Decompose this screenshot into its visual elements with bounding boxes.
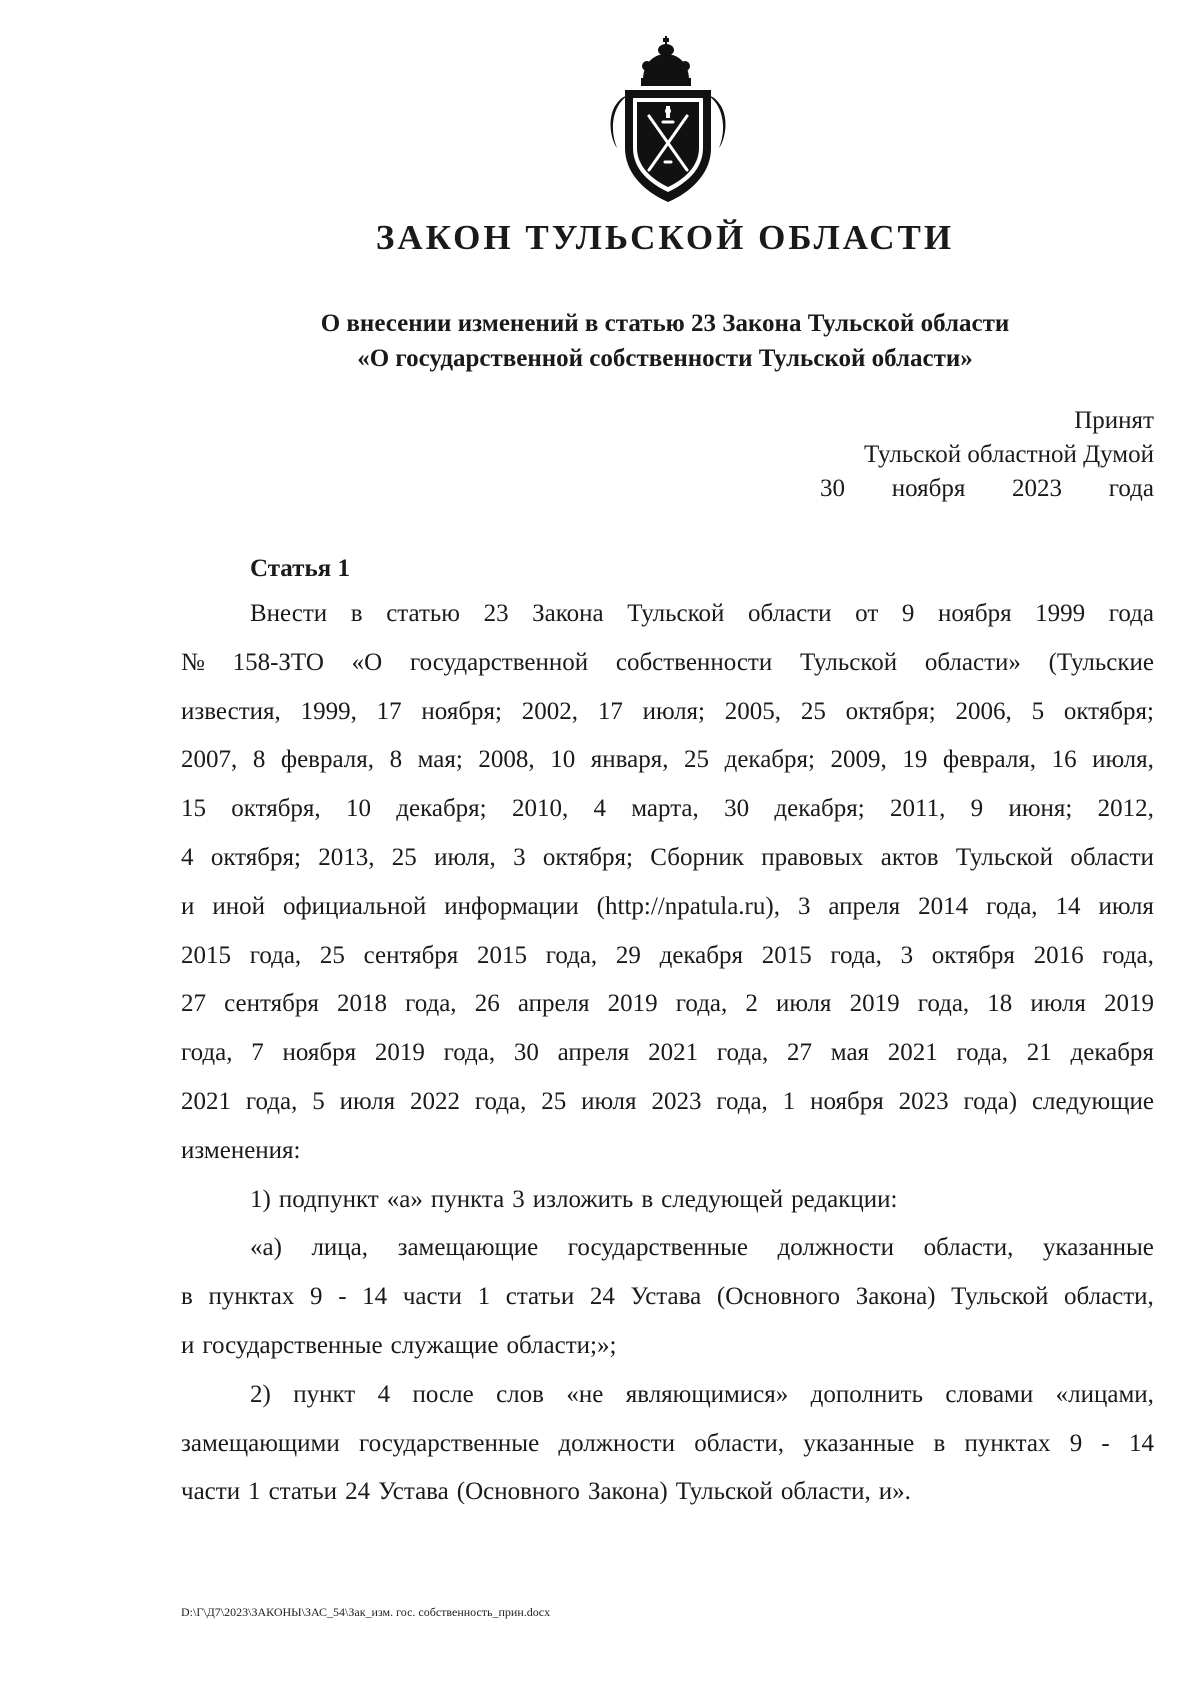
adopted-date bbox=[820, 472, 1154, 506]
article-heading: Статья 1 bbox=[250, 555, 350, 582]
adopted-month: ноября bbox=[891, 475, 966, 502]
article-body-line: 15 октября, 10 декабря; 2010, 4 марта, 30 декабря; 2011, 9 июня; 2012, bbox=[181, 795, 1154, 823]
article-body-line: 27 сентября 2018 года, 26 апреля 2019 года, 2 июля 2019 года, 18 июля 2019 bbox=[181, 990, 1154, 1018]
article-body-line: № 158-ЗТО «О государственной собственности Тульской области» (Тульские bbox=[181, 648, 1154, 676]
article-body-line: 1) подпункт «а» пункта 3 изложить в следующей редакции: bbox=[250, 1185, 898, 1213]
article-body-line: «а) лица, замещающие государственные должности области, указанные bbox=[250, 1234, 1154, 1262]
adopted-day: 30 bbox=[820, 475, 845, 502]
article-body-line: и иной официальной информации (http://npatula.ru), 3 апреля 2014 года, 14 июля bbox=[181, 892, 1154, 920]
article-body-line: 2015 года, 25 сентября 2015 года, 29 декабря 2015 года, 3 октября 2016 года, bbox=[181, 941, 1154, 969]
adopted-label: Принят bbox=[1074, 407, 1154, 434]
article-body-line: части 1 статьи 24 Устава (Основного Закона) Тульской области, и». bbox=[181, 1478, 911, 1506]
article-body-line: 2021 года, 5 июля 2022 года, 25 июля 2023 года, 1 ноября 2023 года) следующие bbox=[181, 1087, 1154, 1115]
article-body-line: Внести в статью 23 Закона Тульской области от 9 ноября 1999 года bbox=[250, 600, 1154, 627]
file-path-footer: D:\Г\Д7\2023\ЗАКОНЫ\ЗАС_54\Зак_изм. гос. собственность_прин.docx bbox=[181, 1605, 551, 1619]
adopted-by: Тульской областной Думой bbox=[863, 441, 1154, 468]
article-body-line: замещающими государственные должности области, указанные в пунктах 9 - 14 bbox=[181, 1429, 1154, 1457]
article-body-line: 2) пункт 4 после слов «не являющимися» дополнить словами «лицами, bbox=[250, 1380, 1154, 1408]
article-body-line: года, 7 ноября 2019 года, 30 апреля 2021 года, 27 мая 2021 года, 21 декабря bbox=[181, 1039, 1154, 1067]
subtitle-line-2: «О государственной собственности Тульской области» bbox=[357, 345, 973, 372]
coat-of-arms-emblem bbox=[607, 36, 729, 204]
adopted-year-word: года bbox=[1108, 475, 1154, 502]
article-body-line: изменения: bbox=[181, 1136, 301, 1164]
law-title: ЗАКОН ТУЛЬСКОЙ ОБЛАСТИ bbox=[375, 218, 955, 257]
law-subtitle bbox=[0, 306, 1200, 376]
article-body bbox=[181, 590, 1154, 1517]
adoption-block bbox=[820, 404, 1154, 506]
article-body-line: в пунктах 9 - 14 части 1 статьи 24 Устава (Основного Закона) Тульской области, bbox=[181, 1283, 1154, 1311]
article-body-line: известия, 1999, 17 ноября; 2002, 17 июля; 2005, 25 октября; 2006, 5 октября; bbox=[181, 697, 1154, 725]
subtitle-line-1: О внесении изменений в статью 23 Закона Тульской области bbox=[320, 310, 1010, 337]
adopted-year: 2023 bbox=[1012, 475, 1063, 502]
article-body-line: и государственные служащие области;»; bbox=[181, 1331, 617, 1359]
article-body-line: 2007, 8 февраля, 8 мая; 2008, 10 января, 25 декабря; 2009, 19 февраля, 16 июля, bbox=[181, 746, 1154, 774]
article-body-line: 4 октября; 2013, 25 июля, 3 октября; Сборник правовых актов Тульской области bbox=[181, 843, 1154, 871]
